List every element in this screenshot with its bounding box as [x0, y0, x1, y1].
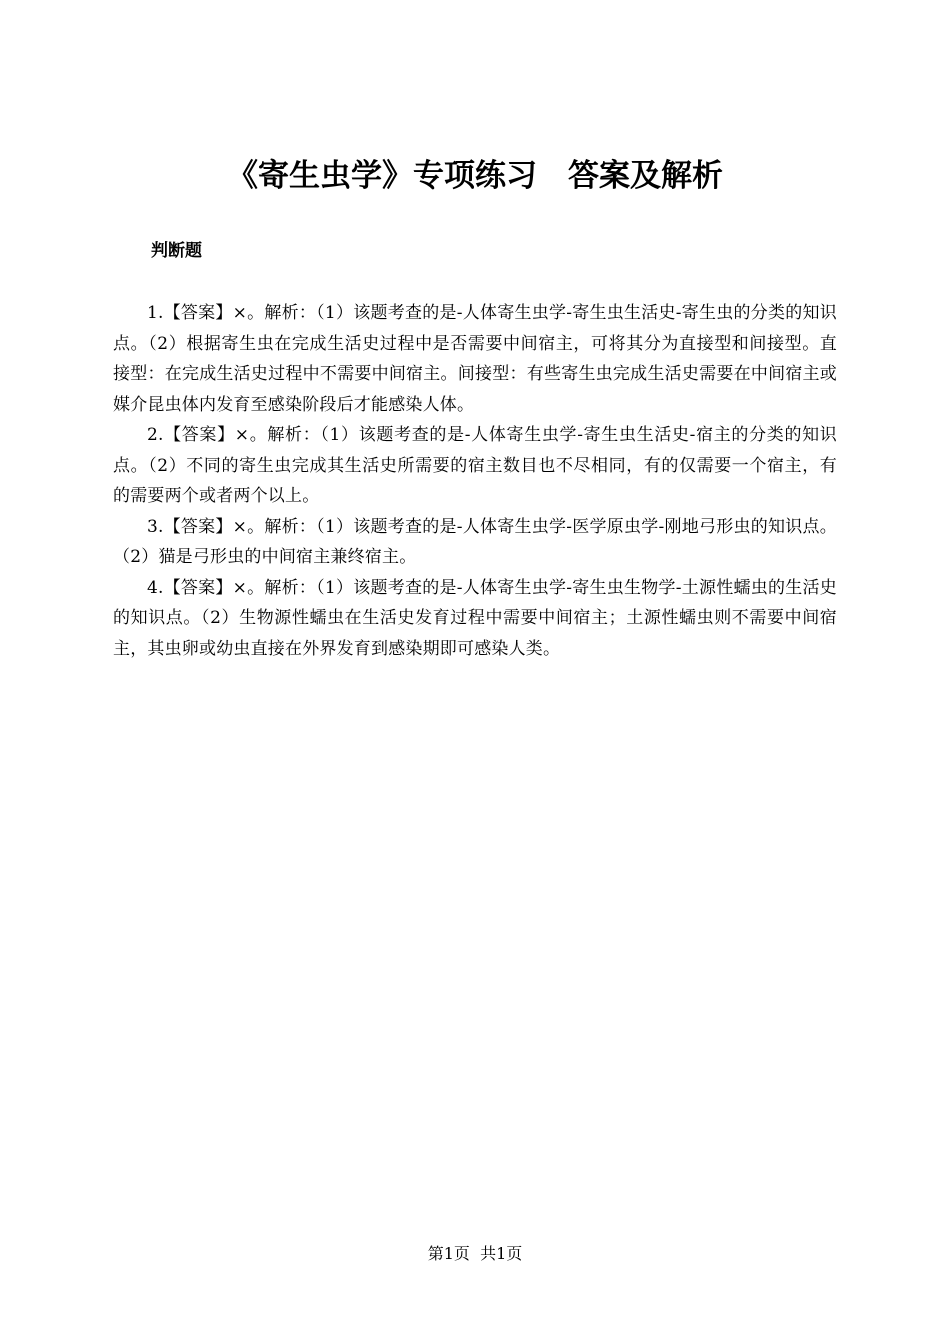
- answer-item-3: 3.【答案】×。解析：（1）该题考查的是-人体寄生虫学-医学原虫学-刚地弓形虫的知识点。（2）猫是弓形虫的中间宿主兼终宿主。: [113, 516, 837, 567]
- answer-list: [113, 298, 837, 664]
- section-heading: 判断题: [151, 241, 202, 261]
- document-title: 《寄生虫学》专项练习 答案及解析: [227, 158, 723, 194]
- answer-item-4: 4.【答案】×。解析：（1）该题考查的是-人体寄生虫学-寄生虫生物学-土源性蠕虫的生活史的知识点。（2）生物源性蠕虫在生活史发育过程中需要中间宿主；土源性蠕虫则不需要中间宿主，其虫卵或幼虫直接在外界发育到感染期即可感染人类。: [113, 577, 837, 659]
- page-footer: 第1页 共1页: [427, 1244, 523, 1263]
- answer-item-1: 1.【答案】×。解析：（1）该题考查的是-人体寄生虫学-寄生虫生活史-寄生虫的分类的知识点。（2）根据寄生虫在完成生活史过程中是否需要中间宿主，可将其分为直接型和间接型。直接型：在完成生活史过程中不需要中间宿主。间接型：有些寄生虫完成生活史需要在中间宿主或媒介昆虫体内发育至感染阶段后才能感染人体。: [113, 303, 837, 415]
- answer-item-2: 2.【答案】×。解析：（1）该题考查的是-人体寄生虫学-寄生虫生活史-宿主的分类的知识点。（2）不同的寄生虫完成其生活史所需要的宿主数目也不尽相同，有的仅需要一个宿主，有的需要两个或者两个以上。: [113, 425, 837, 506]
